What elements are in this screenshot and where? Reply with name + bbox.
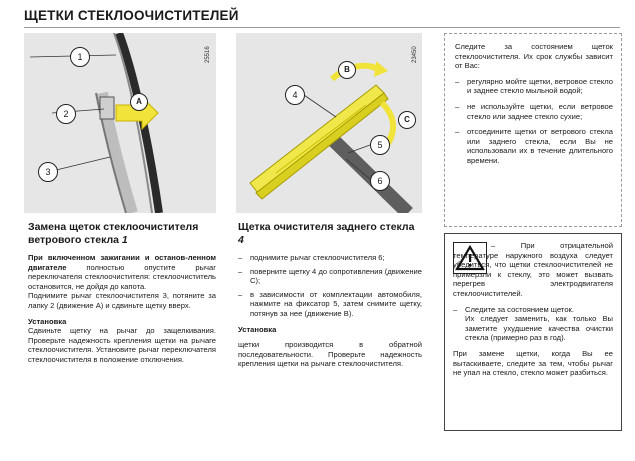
callout-arrow-c: C: [398, 111, 416, 129]
callout-3: 3: [38, 162, 58, 182]
section-title-number: 1: [121, 234, 128, 246]
column-rear-text: [238, 221, 422, 369]
list-item: – поверните щетку 4 до сопротивления (движение C);: [238, 267, 422, 286]
callout-2: 2: [56, 104, 76, 124]
callout-arrow-a: A: [130, 93, 148, 111]
rear-instructions: [238, 253, 422, 369]
care-tips-box: [444, 33, 622, 227]
page-title: ЩЕТКИ СТЕКЛООЧИСТИТЕЛЕЙ: [24, 8, 239, 23]
section-title-windshield: [28, 221, 216, 247]
care-tips-text: [445, 34, 621, 166]
section-title-rear: [238, 221, 422, 247]
section-title-text: Замена щеток стеклоочистителя ветрового стекла: [28, 221, 199, 246]
install-title: Установка: [28, 316, 67, 326]
figure-code: 23450: [412, 46, 418, 63]
windshield-instructions: [28, 253, 216, 365]
list-item: – регулярно мойте щетки, ветровое стекло и заднее стекло мыльной водой;: [455, 77, 613, 96]
rear-wiper-illustration: [236, 33, 422, 213]
callout-arrow-b: B: [338, 61, 356, 79]
warning-item-rest: Их следует заменить, как только Вы заметите ухудшение качества очистки стекла (примерно раз в год).: [465, 314, 613, 343]
windshield-wiper-illustration: [24, 33, 216, 213]
list-item: – не используйте щетки, если ветровое стекло или заднее стекло сухие;: [455, 102, 613, 121]
install-title: Установка: [238, 324, 277, 334]
warning-final: При замене щетки, когда Вы ее вытаскиваете, следите за тем, чтобы рычаг не упал на стекло, стекло может разбиться.: [453, 348, 613, 378]
title-divider: [24, 27, 620, 28]
warning-paragraph: – При отрицательной температуре наружного воздуха следует убедиться, что щетки стеклоочистителей не примерзли к стеклу, это может вызвать перегрев электродвигателя стеклоочистителей.: [453, 241, 613, 298]
paragraph-1: [28, 253, 216, 291]
list-item: – отсоедините щетки от ветрового стекла или заднего стекла, если Вы не использовали их в течение длительного времени.: [455, 127, 613, 165]
callout-4: 4: [285, 85, 305, 105]
figure-code: 25516: [205, 46, 211, 63]
list-item: – в зависимости от комплектации автомобиля, нажмите на фиксатор 5, затем снимите щетку, потянув за нее (движение B).: [238, 290, 422, 319]
callout-6: 6: [370, 171, 390, 191]
section-title-number: 4: [238, 234, 244, 246]
list-item: – поднимите рычаг стеклоочистителя 6;: [238, 253, 422, 263]
warning-box: [444, 233, 622, 431]
paragraph-1-rest: полностью опустите рычаг переключателя стеклоочистителя: стеклоочиститель остановится, не дойдя до капота.: [28, 262, 216, 291]
install-text: щетки производится в обратной последовательности. Проверьте надежность крепления щетки на рычаге стеклоочистителя.: [238, 340, 422, 369]
warning-text: [453, 241, 613, 378]
column-windshield-text: [28, 221, 216, 365]
care-intro: Следите за состоянием щеток стеклоочистителя. Их срок службы зависит от Вас:: [455, 42, 613, 71]
warning-item: – Следите за состоянием щеток.: [453, 305, 613, 315]
paragraph-1-bold: При включенном зажигании и останов-ленном двигателе: [28, 253, 216, 272]
figure-rear-wiper: [236, 33, 422, 213]
install-text: Сдвиньте щетку на рычаг до защелкивания. Проверьте надежность крепления щетки на рычаге стеклоочистителя. Установите рычаг переключателя стеклоочистителя в положение отключения.: [28, 326, 216, 364]
section-title-text: Щетка очистителя заднего стекла: [238, 221, 415, 233]
paragraph-2: Поднимите рычаг стеклоочистителя 3, потяните за лапку 2 (движение A) и сдвиньте щетку вверх.: [28, 291, 216, 310]
callout-5: 5: [370, 135, 390, 155]
callout-1: 1: [70, 47, 90, 67]
figure-windshield-wiper: [24, 33, 216, 213]
